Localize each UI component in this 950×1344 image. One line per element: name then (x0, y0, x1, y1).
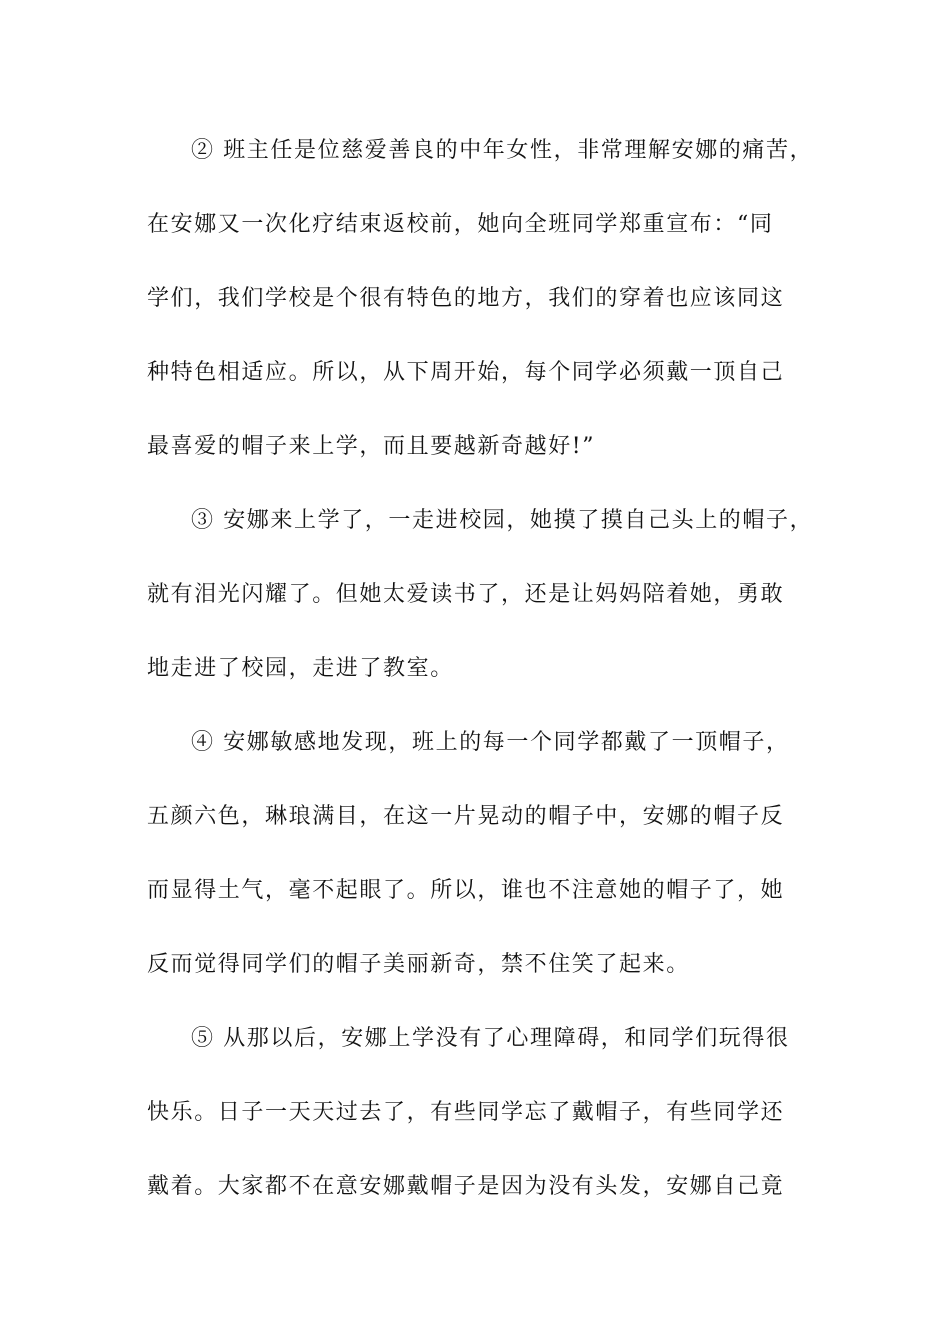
text-line: 种特色相适应。所以，从下周开始，每个同学必须戴一顶自己 (147, 360, 785, 385)
text-line: 快乐。日子一天天过去了，有些同学忘了戴帽子，有些同学还 (147, 1100, 785, 1125)
paragraph-4 (147, 723, 807, 1019)
paragraph-5 (147, 1019, 807, 1241)
document-body (147, 131, 814, 1241)
text-line: 反而觉得同学们的帽子美丽新奇，禁不住笑了起来。 (147, 952, 690, 977)
text-line: 在安娜又一次化疗结束返校前，她向全班同学郑重宣布：“同 (147, 212, 774, 237)
text-line: ② 班主任是位慈爱善良的中年女性，非常理解安娜的痛苦， (191, 138, 814, 163)
text-line: 最喜爱的帽子来上学，而且要越新奇越好!” (147, 434, 596, 459)
text-line: 地走进了校园，走进了教室。 (147, 656, 454, 681)
text-line: 而显得土气，毫不起眼了。所以，谁也不注意她的帽子了，她 (147, 878, 785, 903)
text-line: 戴着。大家都不在意安娜戴帽子是因为没有头发，安娜自己竟 (147, 1174, 785, 1199)
text-line: ③ 安娜来上学了，一走进校园，她摸了摸自己头上的帽子， (191, 508, 814, 533)
paragraph-3 (147, 501, 814, 723)
text-line: ⑤ 从那以后，安娜上学没有了心理障碍，和同学们玩得很 (191, 1026, 790, 1051)
paragraph-2 (147, 131, 814, 501)
text-line: ④ 安娜敏感地发现，班上的每一个同学都戴了一顶帽子， (191, 730, 790, 755)
text-line: 五颜六色，琳琅满目，在这一片晃动的帽子中，安娜的帽子反 (147, 804, 785, 829)
text-line: 学们，我们学校是个很有特色的地方，我们的穿着也应该同这 (147, 286, 785, 311)
text-line: 就有泪光闪耀了。但她太爱读书了，还是让妈妈陪着她，勇敢 (147, 582, 785, 607)
